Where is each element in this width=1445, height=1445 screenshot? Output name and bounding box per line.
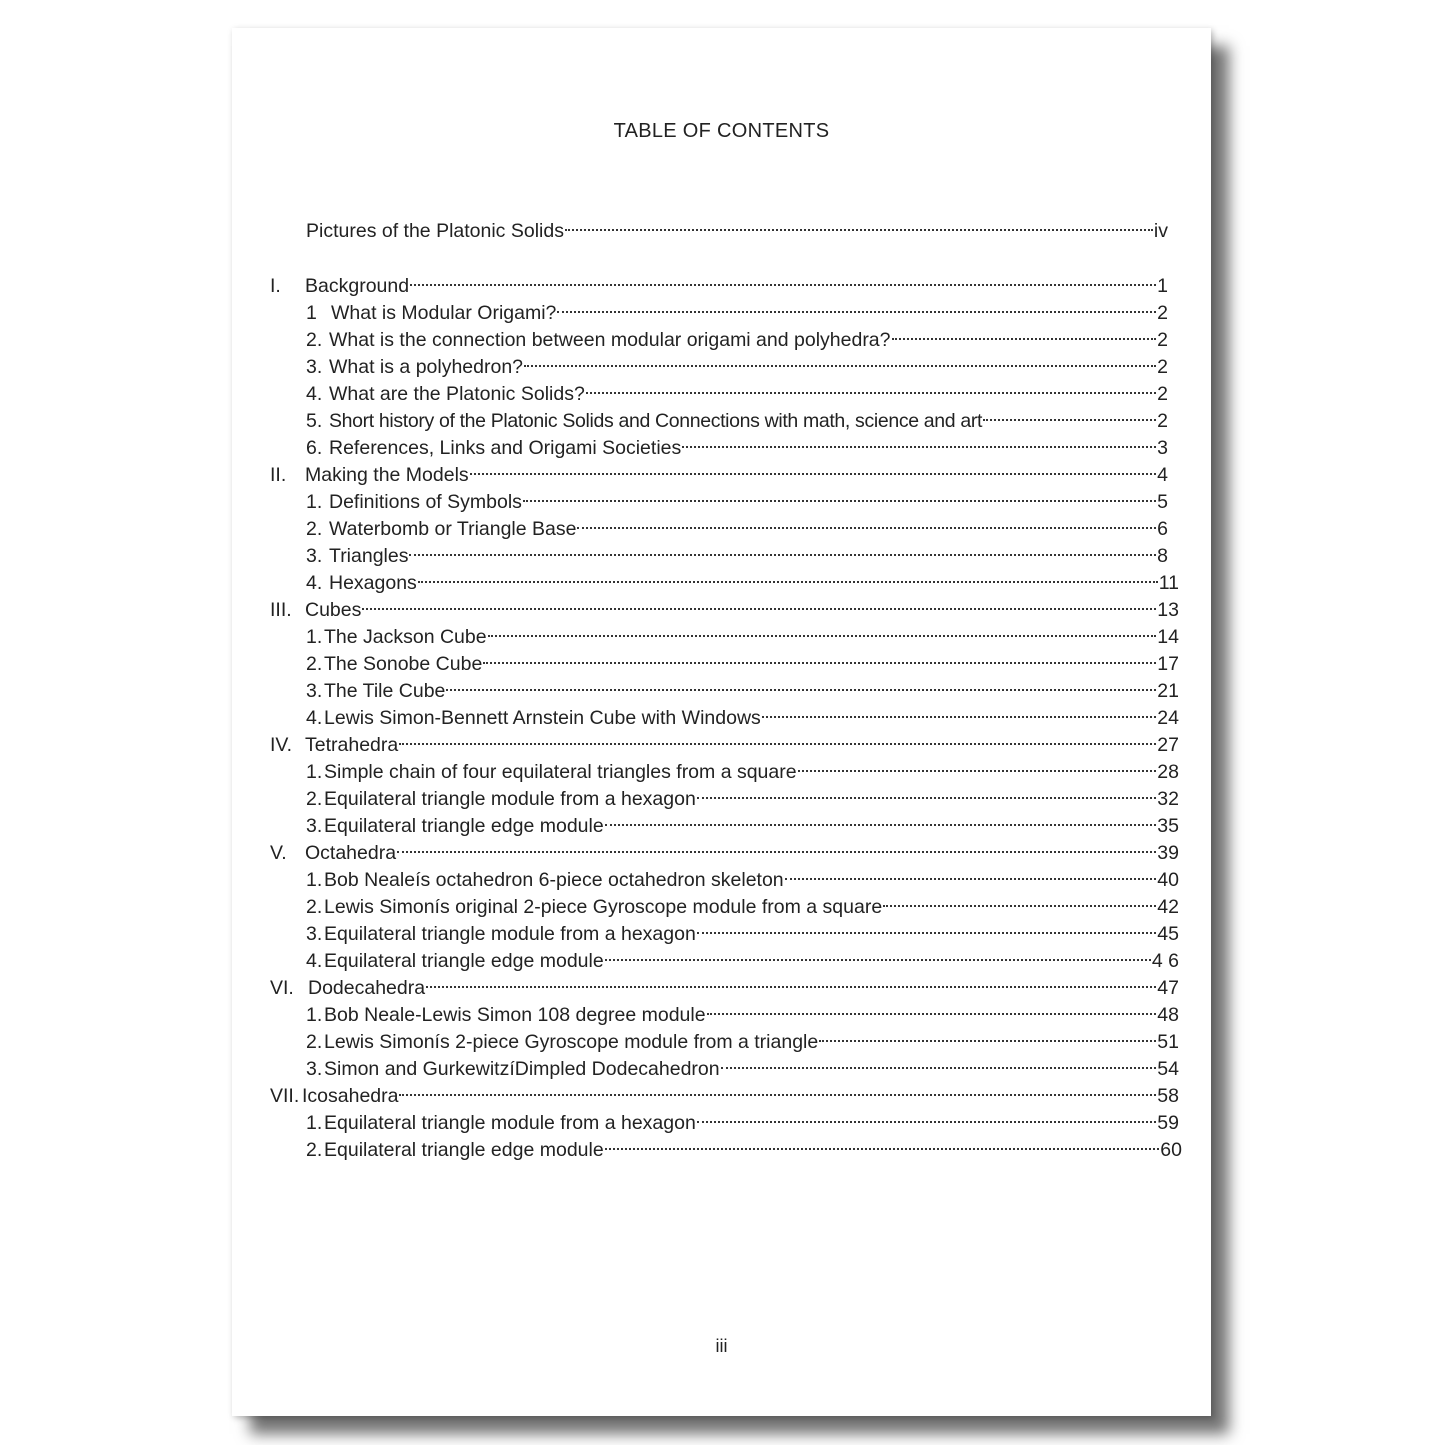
toc-entry-number: 1.	[306, 869, 323, 891]
toc-entry-page: 17	[1157, 653, 1179, 675]
dot-leader	[605, 805, 1157, 832]
toc-entry-text: Definitions of Symbols	[329, 491, 522, 513]
toc-entry[interactable]	[306, 508, 1168, 540]
toc-entry-page: 58	[1157, 1085, 1179, 1107]
toc-entry-number: 2.	[306, 329, 323, 351]
toc-entry-number: 4.	[306, 572, 323, 594]
toc-entry-page: 45	[1157, 923, 1179, 945]
toc-section-number: II.	[270, 464, 287, 486]
dot-leader	[605, 1129, 1160, 1156]
toc-entry[interactable]	[306, 319, 1168, 351]
toc-entry[interactable]	[306, 913, 1179, 945]
dot-leader	[883, 886, 1156, 913]
toc-entry-text: Short history of the Platonic Solids and Connections with math, science and art	[329, 410, 983, 432]
toc-entry-number: 3.	[306, 1058, 323, 1080]
toc-entry-number: 2.	[306, 1139, 323, 1161]
dot-leader	[523, 481, 1156, 508]
toc-entry-text: Equilateral triangle module from a hexagon	[324, 1112, 696, 1134]
document-page	[232, 28, 1211, 1416]
toc-entry-number: 3.	[306, 680, 323, 702]
toc-entry[interactable]	[306, 373, 1168, 405]
toc-entry-text: Pictures of the Platonic Solids	[306, 220, 564, 242]
page-number-footer: iii	[715, 1336, 728, 1356]
toc-section-number: III.	[270, 599, 292, 621]
toc-entry-page: 3	[1157, 437, 1168, 459]
toc-entry-text: Triangles	[329, 545, 409, 567]
toc-section[interactable]	[270, 589, 1179, 621]
toc-entry-text: Icosahedra	[302, 1085, 399, 1107]
dot-leader	[399, 1075, 1156, 1102]
toc-entry-number: 1.	[306, 626, 323, 648]
toc-section-number: I.	[270, 275, 281, 297]
dot-leader	[697, 1102, 1156, 1129]
toc-entry-number: 6.	[306, 437, 323, 459]
toc-entry-text: What is the connection between modular origami and polyhedra?	[329, 329, 891, 351]
toc-entry-page: 1	[1157, 275, 1168, 297]
toc-entry-number: 1.	[306, 1004, 323, 1026]
dot-leader	[410, 265, 1156, 292]
toc-entry-text: Making the Models	[305, 464, 469, 486]
toc-entry[interactable]	[306, 1102, 1179, 1134]
dot-leader	[483, 643, 1156, 670]
toc-entry-page: 5	[1157, 491, 1168, 513]
toc-entry-page: 2	[1157, 410, 1168, 432]
dot-leader	[397, 832, 1156, 859]
toc-entry-text: Equilateral triangle module from a hexagon	[324, 923, 696, 945]
dot-leader	[605, 940, 1151, 967]
toc-entry-page: 13	[1157, 599, 1179, 621]
toc-entry-page: 21	[1157, 680, 1179, 702]
toc-entry-text: Bob Neale-Lewis Simon 108 degree module	[324, 1004, 706, 1026]
dot-leader	[707, 994, 1157, 1021]
toc-entry-text: Equilateral triangle edge module	[324, 950, 604, 972]
toc-entry-text: The Jackson Cube	[324, 626, 487, 648]
dot-leader	[446, 670, 1156, 697]
toc-entry-text: The Sonobe Cube	[324, 653, 483, 675]
toc-entry-page: 2	[1157, 302, 1168, 324]
dot-leader	[762, 697, 1157, 724]
dot-leader	[892, 319, 1157, 346]
toc-entry-page: 42	[1157, 896, 1179, 918]
toc-entry-number: 3.	[306, 923, 323, 945]
toc-entry-page: 24	[1157, 707, 1179, 729]
dot-leader	[983, 400, 1156, 427]
toc-entry[interactable]	[306, 643, 1179, 675]
toc-section-number: IV.	[270, 734, 293, 756]
dot-leader	[426, 967, 1156, 994]
dot-leader	[524, 346, 1156, 373]
toc-entry[interactable]	[306, 751, 1179, 783]
toc-entry-page: 11	[1158, 572, 1179, 594]
toc-entry-page: 2	[1157, 356, 1168, 378]
dot-leader	[409, 535, 1156, 562]
toc-entry-page: 8	[1157, 545, 1168, 567]
dot-leader	[586, 373, 1156, 400]
toc-entry-number: 2.	[306, 788, 323, 810]
toc-entry[interactable]	[306, 562, 1179, 594]
toc-section[interactable]	[270, 967, 1179, 999]
toc-entry-number: 5.	[306, 410, 323, 432]
toc-entry-text: Equilateral triangle module from a hexagon	[324, 788, 696, 810]
toc-entry-text: What is Modular Origami?	[331, 302, 557, 324]
toc-entry[interactable]	[306, 1021, 1179, 1053]
toc-entry-page: 6	[1157, 518, 1168, 540]
toc-entry-page: 51	[1157, 1031, 1179, 1053]
toc-entry-page: iv	[1153, 220, 1168, 242]
dot-leader	[565, 210, 1153, 237]
toc-entry-number: 4.	[306, 383, 323, 405]
toc-entry-number: 1.	[306, 491, 323, 513]
toc-entry[interactable]	[306, 886, 1179, 918]
toc-entry-text: Dodecahedra	[308, 977, 426, 999]
toc-entry-text: Background	[305, 275, 410, 297]
toc-entry-page: 60	[1160, 1139, 1182, 1161]
toc-entry[interactable]	[306, 994, 1179, 1026]
dot-leader	[399, 724, 1156, 751]
toc-entry-text: Octahedra	[305, 842, 397, 864]
toc-entry[interactable]	[306, 346, 1168, 378]
toc-entry-page: 54	[1157, 1058, 1179, 1080]
toc-entry-number: 3.	[306, 356, 323, 378]
toc-entry[interactable]	[306, 292, 1168, 324]
toc-entry-number: 1	[306, 302, 317, 324]
toc-entry-number: 2.	[306, 653, 323, 675]
toc-entry-text: Lewis Simon-Bennett Arnstein Cube with Windows	[324, 707, 761, 729]
dot-leader	[488, 616, 1157, 643]
toc-entry-number: 1.	[306, 1112, 323, 1134]
toc-entry-page: 47	[1157, 977, 1179, 999]
toc-entry[interactable]	[306, 697, 1179, 729]
toc-entry-text: Tetrahedra	[305, 734, 399, 756]
dot-leader	[418, 562, 1158, 589]
toc-entry[interactable]	[306, 535, 1168, 567]
toc-entry[interactable]	[306, 1048, 1179, 1080]
toc-entry[interactable]	[306, 400, 1168, 432]
toc-entry-page: 2	[1157, 383, 1168, 405]
toc-entry-text: Equilateral triangle edge module	[324, 1139, 604, 1161]
toc-entry-number: 2.	[306, 896, 323, 918]
toc-entry[interactable]	[306, 481, 1168, 513]
toc-entry-text: The Tile Cube	[324, 680, 446, 702]
toc-entry-text: Hexagons	[329, 572, 417, 594]
toc-entry[interactable]	[306, 427, 1168, 459]
toc-entry-number: 4.	[306, 707, 323, 729]
toc-entry-number: 1.	[306, 761, 323, 783]
toc-entry-text: What are the Platonic Solids?	[329, 383, 585, 405]
dot-leader	[721, 1048, 1157, 1075]
toc-entry-page: 4	[1157, 464, 1168, 486]
toc-entry-number: 3.	[306, 545, 323, 567]
toc-entry-text: What is a polyhedron?	[329, 356, 524, 378]
toc-entry-text: Cubes	[305, 599, 362, 621]
toc-section-number: V.	[270, 842, 287, 864]
toc-entry-text: Lewis Simonís original 2-piece Gyroscope module from a square	[324, 896, 883, 918]
toc-entry-text: Equilateral triangle edge module	[324, 815, 604, 837]
dot-leader	[362, 589, 1156, 616]
toc-section[interactable]	[270, 265, 1168, 297]
dot-leader	[577, 508, 1156, 535]
toc-entry-text: Simon and GurkewitzíDimpled Dodecahedron	[324, 1058, 720, 1080]
toc-entry-number: 2.	[306, 1031, 323, 1053]
toc-entry-page: 39	[1157, 842, 1179, 864]
dot-leader	[819, 1021, 1156, 1048]
toc-section[interactable]	[270, 454, 1168, 486]
toc-section-number: VII.	[270, 1085, 300, 1107]
toc-entry-page: 27	[1157, 734, 1179, 756]
toc-entry-page: 40	[1157, 869, 1179, 891]
dot-leader	[470, 454, 1156, 481]
page-title: TABLE OF CONTENTS	[613, 120, 830, 142]
dot-leader	[697, 913, 1156, 940]
toc-entry[interactable]	[306, 805, 1179, 837]
toc-entry-page: 2	[1157, 329, 1168, 351]
toc-entry-number: 3.	[306, 815, 323, 837]
toc-entry[interactable]	[306, 859, 1179, 891]
toc-section-number: VI.	[270, 977, 294, 999]
toc-entry[interactable]	[306, 670, 1179, 702]
toc-section[interactable]	[270, 724, 1179, 756]
toc-entry-text: Waterbomb or Triangle Base	[329, 518, 577, 540]
toc-entry-page: 28	[1157, 761, 1179, 783]
toc-entry-page: 59	[1157, 1112, 1179, 1134]
toc-entry-text: Bob Nealeís octahedron 6-piece octahedron skeleton	[324, 869, 784, 891]
toc-entry-number: 4.	[306, 950, 323, 972]
dot-leader	[697, 778, 1156, 805]
toc-entry-page: 48	[1157, 1004, 1179, 1026]
dot-leader	[557, 292, 1156, 319]
toc-entry[interactable]	[306, 1129, 1182, 1161]
dot-leader	[798, 751, 1157, 778]
toc-entry-text: Simple chain of four equilateral triangles from a square	[324, 761, 797, 783]
toc-entry[interactable]	[306, 940, 1179, 972]
toc-entry[interactable]	[306, 778, 1179, 810]
toc-entry[interactable]	[306, 210, 1168, 242]
toc-entry-page: 32	[1157, 788, 1179, 810]
toc-entry-page: 14	[1157, 626, 1179, 648]
toc-entry-page: 4 6	[1151, 950, 1179, 972]
toc-entry-text: Lewis Simonís 2-piece Gyroscope module from a triangle	[324, 1031, 819, 1053]
dot-leader	[785, 859, 1157, 886]
toc-entry[interactable]	[306, 616, 1179, 648]
toc-entry-number: 2.	[306, 518, 323, 540]
toc-section[interactable]	[270, 1075, 1179, 1107]
toc-entry-text: References, Links and Origami Societies	[329, 437, 682, 459]
toc-section[interactable]	[270, 832, 1179, 864]
dot-leader	[682, 427, 1156, 454]
toc-entry-page: 35	[1157, 815, 1179, 837]
